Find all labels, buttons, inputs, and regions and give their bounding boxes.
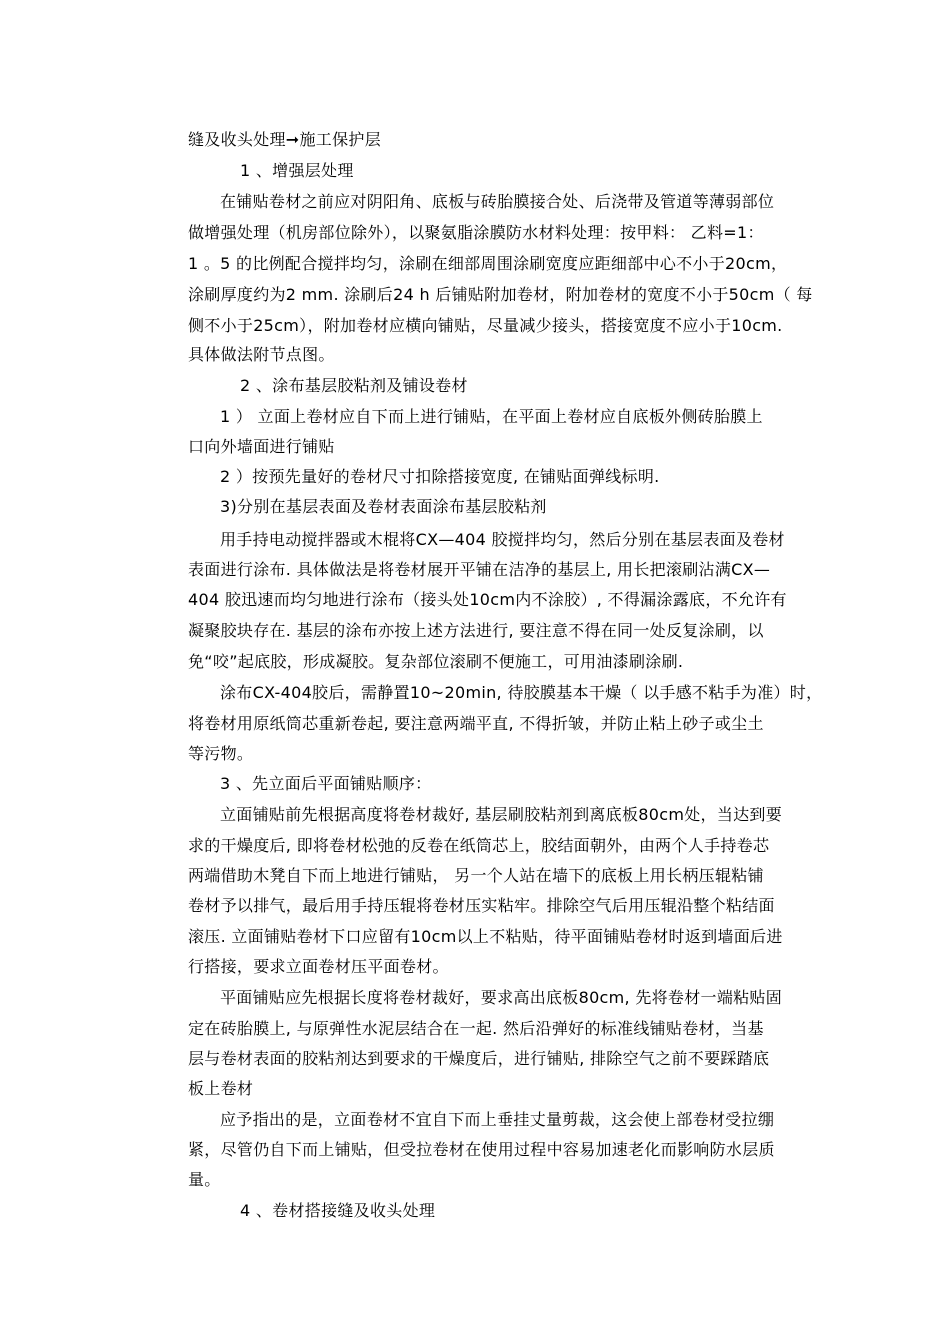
text-line: 滚压. 立面铺贴卷材下口应留有10cm以上不粘贴，待平面铺贴卷材时返到墙面后进 (188, 927, 783, 946)
section-heading: 4 、卷材搭接缝及收头处理 (240, 1201, 436, 1220)
text-line: 涂布CX-404胶后，需静置10~20min, 待胶膜基本干燥（ 以手感不粘手为准）时， (220, 683, 823, 702)
text-line: 免“咬”起底胶，形成凝胶。复杂部位滚刷不便施工，可用油漆刷涂刷. (188, 652, 684, 671)
text-line: 具体做法附节点图。 (188, 345, 335, 364)
text-line: 应予指出的是，立面卷材不宜自下而上垂挂丈量剪裁，这会使上部卷材受拉绷 (220, 1110, 775, 1129)
text-line: 将卷材用原纸筒芯重新卷起, 要注意两端平直, 不得折皱，并防止粘上砂子或尘土 (188, 714, 764, 733)
text-line: 1 。5 的比例配合搅拌均匀，涂刷在细部周围涂刷宽度应距细部中心不小于20cm， (188, 254, 788, 273)
text-line: 求的干燥度后, 即将卷材松弛的反卷在纸筒芯上，胶结面朝外，由两个人手持卷芯 (188, 836, 770, 855)
text-line: 404 胶迅速而均匀地进行涂布（接头处10cm内不涂胶）, 不得漏涂露底，不允许有 (188, 590, 787, 609)
text-line: 层与卷材表面的胶粘剂达到要求的干燥度后，进行铺贴, 排除空气之前不要踩踏底 (188, 1049, 770, 1068)
text-line: 平面铺贴应先根据长度将卷材裁好，要求高出底板80cm, 先将卷材一端粘贴固 (220, 988, 783, 1007)
section-heading: 1 、增强层处理 (240, 161, 354, 180)
text-line: 用手持电动搅拌器或木棍将CX—404 胶搅拌均匀，然后分别在基层表面及卷材 (220, 530, 785, 549)
text-line: 两端借助木凳自下而上地进行铺贴， 另一个人站在墙下的底板上用长柄压辊粘铺 (188, 866, 764, 885)
text-line: 凝聚胶块存在. 基层的涂布亦按上述方法进行, 要注意不得在同一处反复涂刷，以 (188, 621, 764, 640)
text-line: 缝及收头处理➞施工保护层 (188, 130, 382, 149)
text-line: 3)分别在基层表面及卷材表面涂布基层胶粘剂 (220, 497, 547, 516)
text-line: 表面进行涂布. 具体做法是将卷材展开平铺在洁净的基层上, 用长把滚刷沾满CX— (188, 560, 771, 579)
text-line: 行搭接，要求立面卷材压平面卷材。 (188, 957, 449, 976)
text-line: 口向外墙面进行铺贴 (188, 437, 335, 456)
text-line: 量。 (188, 1170, 221, 1189)
text-line: 涂刷厚度约为2 mm. 涂刷后24 h 后铺贴附加卷材，附加卷材的宽度不小于50cm（ 每 (188, 285, 813, 304)
text-line: 2 ）按预先量好的卷材尺寸扣除搭接宽度, 在铺贴面弹线标明. (220, 467, 660, 486)
section-heading: 2 、涂布基层胶粘剂及铺设卷材 (240, 376, 468, 395)
text-line: 定在砖胎膜上, 与原弹性水泥层结合在一起. 然后沿弹好的标准线铺贴卷材，当基 (188, 1019, 764, 1038)
text-line: 做增强处理（机房部位除外），以聚氨脂涂膜防水材料处理：按甲料： 乙料=1： (188, 223, 764, 242)
text-line: 在铺贴卷材之前应对阴阳角、底板与砖胎膜接合处、后浇带及管道等薄弱部位 (220, 192, 775, 211)
text-line: 卷材予以排气，最后用手持压辊将卷材压实粘牢。排除空气后用压辊沿整个粘结面 (188, 896, 775, 915)
section-heading: 3 、先立面后平面铺贴顺序： (220, 774, 432, 793)
text-line: 紧，尽管仍自下而上铺贴，但受拉卷材在使用过程中容易加速老化而影响防水层质 (188, 1140, 775, 1159)
text-line: 立面铺贴前先根据高度将卷材裁好, 基层刷胶粘剂到离底板80cm处，当达到要 (220, 805, 783, 824)
text-line: 1 ） 立面上卷材应自下而上进行铺贴，在平面上卷材应自底板外侧砖胎膜上 (220, 407, 763, 426)
text-line: 板上卷材 (188, 1079, 254, 1098)
text-line: 等污物。 (188, 744, 254, 763)
text-line: 侧不小于25cm），附加卷材应横向铺贴，尽量减少接头，搭接宽度不应小于10cm. (188, 316, 783, 335)
